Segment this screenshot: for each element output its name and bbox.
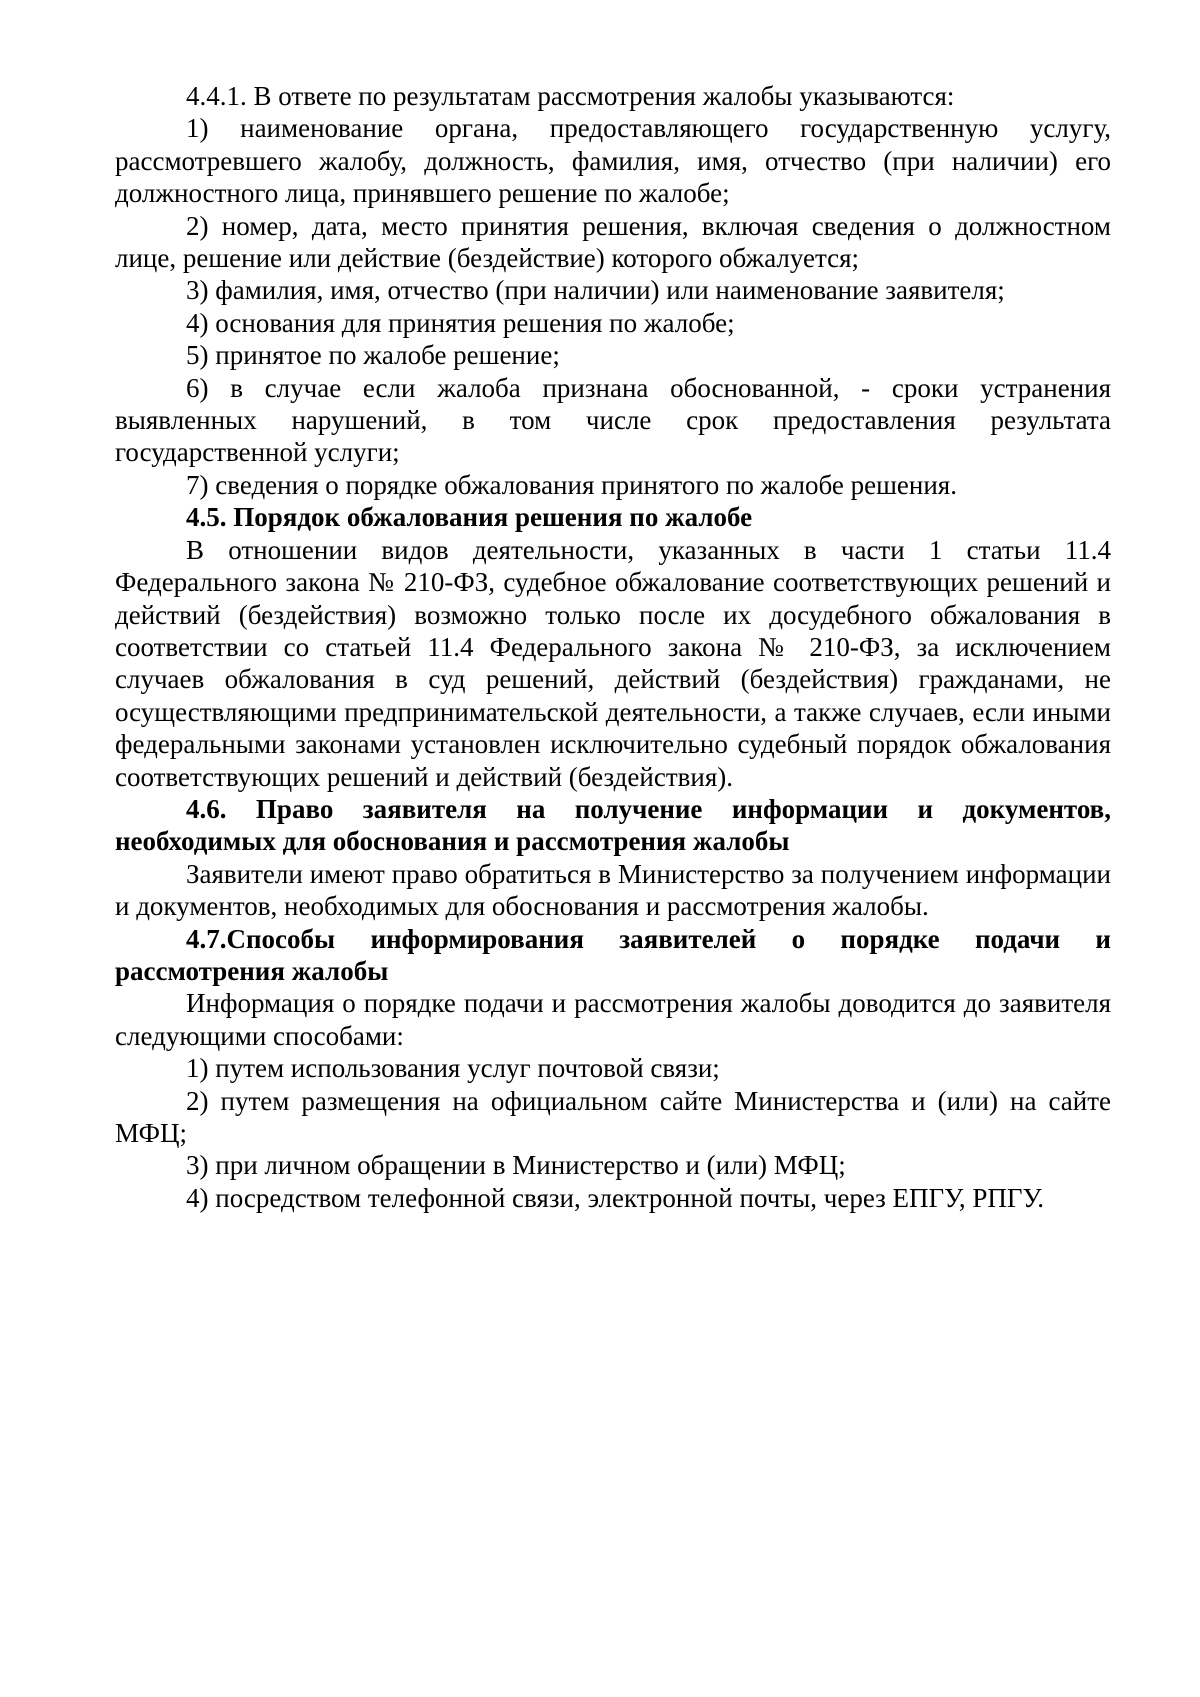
document-page — [115, 80, 1111, 1214]
list-item-in-person: 3) при личном обращении в Министерство и (или) МФЦ; — [186, 1150, 846, 1181]
paragraph-4-4-1-intro: 4.4.1. В ответе по результатам рассмотрения жалобы указываются: — [186, 81, 955, 111]
list-item-website: 2) путем размещения на официальном сайте Министерства и (или) на сайте МФЦ; — [115, 1085, 1111, 1148]
section-heading-4-5: 4.5. Порядок обжалования решения по жалобе — [186, 502, 753, 533]
paragraph-4-6-body: Заявители имеют право обратиться в Министерство за получением информации и документов, необходимых для обоснования и рассмотрения жалобы. — [115, 858, 1111, 922]
list-item-decision-grounds: 4) основания для принятия решения по жалобе; — [186, 307, 735, 338]
list-item-organ-name: 1) наименование органа, предоставляющего государственную услугу, рассмотревшего жалобу, должность, фамилия, имя, отчество (при наличии) его должностного лица, принявшего решение по жалобе; — [115, 113, 1111, 209]
list-item-violation-terms: 6) в случае если жалоба признана обоснованной, - сроки устранения выявленных нарушений, в том числе срок предоставления результата государственной услуги; — [115, 372, 1111, 468]
paragraph-4-5-body: В отношении видов деятельности, указанных в части 1 статьи 11.4 Федерального закона № 210-ФЗ, судебное обжалование соответствующих решений и действий (бездействия) возможно только после их досудебного обжалования в соответствии со статьей 11.4 Федерального закона № 210-ФЗ, за исключением случаев обжалования в суд решений, действий (бездействия) гражданами, не осуществляющими предпринимательской деятельности, а также случаев, если иными федеральными законами установлен исключительно судебный порядок обжалования соответствующих решений и действий (бездействия). — [115, 534, 1111, 792]
list-item-decision-number: 2) номер, дата, место принятия решения, включая сведения о должностном лице, решение или действие (бездействие) которого обжалуется; — [115, 210, 1111, 274]
list-item-appeal-procedure: 7) сведения о порядке обжалования принятого по жалобе решения. — [186, 469, 957, 500]
list-item-phone-email: 4) посредством телефонной связи, электронной почты, через ЕПГУ, РПГУ. — [186, 1182, 1044, 1213]
section-heading-4-7: 4.7.Способы информирования заявителей о порядке подачи и рассмотрения жалобы — [115, 923, 1111, 986]
paragraph-4-7-intro: Информация о порядке подачи и рассмотрения жалобы доводится до заявителя следующими способами: — [115, 988, 1111, 1051]
list-item-decision-taken: 5) принятое по жалобе решение; — [186, 340, 560, 371]
section-heading-4-6: 4.6. Право заявителя на получение информации и документов, необходимых для обоснования и рассмотрения жалобы — [115, 793, 1111, 857]
list-item-applicant-name: 3) фамилия, имя, отчество (при наличии) или наименование заявителя; — [186, 275, 1005, 306]
list-item-postal: 1) путем использования услуг почтовой связи; — [186, 1053, 720, 1084]
